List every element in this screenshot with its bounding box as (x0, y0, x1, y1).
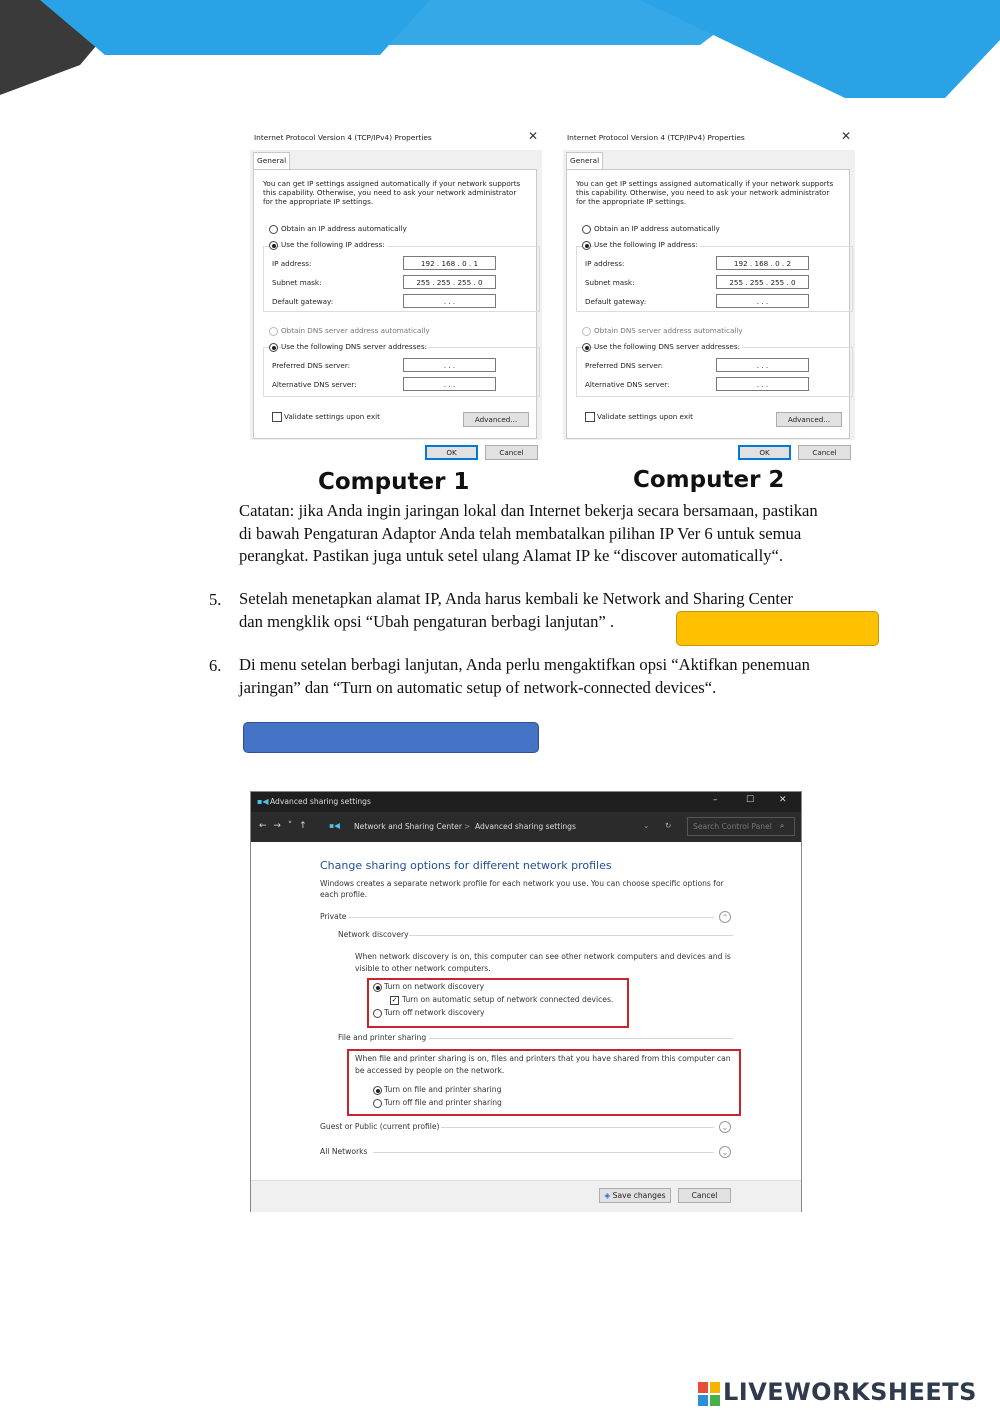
advanced-button[interactable]: Advanced... (463, 412, 529, 427)
divider (409, 935, 733, 936)
minimize-icon[interactable]: – (713, 795, 718, 805)
fs-description-line: When file and printer sharing is on, files and printers that you have shared from this computer can (355, 1054, 731, 1063)
title-bar (251, 792, 801, 812)
subnet-label: Subnet mask: (272, 278, 322, 287)
subnet-mask-input[interactable]: 255 . 255 . 255 . 0 (716, 275, 809, 289)
nd-on-radio[interactable] (373, 983, 382, 992)
use-ip-label: Use the following IP address: (281, 240, 385, 249)
breadcrumb-separator: > (464, 822, 471, 831)
preferred-dns-input[interactable]: . . . (403, 358, 496, 372)
divider (373, 1152, 714, 1153)
shield-icon: ◈ (604, 1191, 611, 1200)
obtain-ip-label: Obtain an IP address automatically (281, 224, 407, 233)
step-line: Setelah menetapkan alamat IP, Anda harus kembali ke Network and Sharing Center (239, 589, 793, 608)
file-sharing-heading: File and printer sharing (338, 1033, 427, 1042)
save-changes-label: Save changes (612, 1191, 666, 1200)
top-banner (0, 0, 1000, 100)
divider (441, 1127, 714, 1128)
obtain-dns-radio[interactable] (269, 327, 278, 336)
obtain-dns-radio[interactable] (582, 327, 591, 336)
ipv4-dialog-computer-1 (250, 128, 542, 462)
validate-checkbox[interactable] (272, 412, 282, 422)
alternate-dns-input[interactable]: . . . (403, 377, 496, 391)
step-number: 5. (209, 590, 222, 609)
divider (429, 1038, 733, 1039)
validate-checkbox[interactable] (585, 412, 595, 422)
intro-line: Windows creates a separate network profile for each network you use. You can choose specific options for (320, 879, 724, 888)
expand-icon[interactable]: ⌄ (719, 1146, 731, 1158)
fs-off-label: Turn off file and printer sharing (384, 1098, 502, 1107)
alternate-dns-input[interactable]: . . . (716, 377, 809, 391)
use-ip-radio[interactable] (269, 241, 278, 250)
fs-on-radio[interactable] (373, 1086, 382, 1095)
network-icon: ▪◀ (257, 797, 269, 806)
breadcrumb-network-center[interactable]: Network and Sharing Center (354, 822, 462, 831)
nd-description-line: visible to other network computers. (355, 964, 491, 973)
gateway-label: Default gateway: (585, 297, 647, 306)
ok-button[interactable]: OK (738, 445, 791, 460)
nd-auto-label: Turn on automatic setup of network connected devices. (402, 995, 614, 1004)
note-line: perangkat. Pastikan juga untuk setel ulang Alamat IP ke “discover automatically“. (239, 546, 784, 565)
network-icon: ▪◀ (329, 821, 340, 830)
alternate-dns-label: Alternative DNS server: (585, 380, 670, 389)
ok-button[interactable]: OK (425, 445, 478, 460)
gateway-input[interactable]: . . . (716, 294, 809, 308)
step-number: 6. (209, 656, 222, 675)
note-line: Catatan: jika Anda ingin jaringan lokal dan Internet bekerja secara bersamaan, pastikan (239, 501, 818, 520)
section-all-networks[interactable]: All Networks (320, 1147, 368, 1156)
use-dns-label: Use the following DNS server addresses: (594, 342, 741, 351)
close-icon[interactable]: ✕ (779, 795, 787, 805)
caption-computer-2: Computer 2 (633, 467, 785, 493)
nd-off-label: Turn off network discovery (384, 1008, 485, 1017)
section-guest-public[interactable]: Guest or Public (current profile) (320, 1122, 440, 1131)
dialog-title: Internet Protocol Version 4 (TCP/IPv4) Properties (254, 133, 432, 142)
obtain-ip-radio[interactable] (269, 225, 278, 234)
breadcrumb-advanced[interactable]: Advanced sharing settings (475, 822, 576, 831)
preferred-dns-label: Preferred DNS server: (585, 361, 664, 370)
use-dns-radio[interactable] (269, 343, 278, 352)
search-input[interactable] (687, 817, 795, 836)
fs-on-label: Turn on file and printer sharing (384, 1085, 502, 1094)
gateway-label: Default gateway: (272, 297, 334, 306)
answer-box-orange[interactable] (676, 611, 879, 646)
banner-blue-shape-right (640, 0, 1000, 98)
subnet-label: Subnet mask: (585, 278, 635, 287)
search-placeholder: Search Control Panel (693, 822, 772, 831)
close-icon[interactable]: ✕ (527, 129, 538, 143)
intro-line: for the appropriate IP settings. (576, 197, 687, 206)
use-dns-radio[interactable] (582, 343, 591, 352)
ip-label: IP address: (585, 259, 625, 268)
ip-label: IP address: (272, 259, 312, 268)
validate-label: Validate settings upon exit (284, 412, 380, 421)
intro-line: You can get IP settings assigned automatically if your network supports (263, 179, 521, 188)
address-bar (251, 812, 801, 842)
subnet-mask-input[interactable]: 255 . 255 . 255 . 0 (403, 275, 496, 289)
answer-box-blue[interactable] (243, 722, 539, 753)
cancel-button[interactable]: Cancel (485, 445, 538, 460)
nav-arrows-icon[interactable]: ← → ˅ ↑ (259, 821, 309, 831)
refresh-icon[interactable]: ↻ (665, 821, 672, 830)
intro-line: for the appropriate IP settings. (263, 197, 374, 206)
chevron-down-icon[interactable]: ⌄ (643, 821, 650, 830)
obtain-ip-label: Obtain an IP address automatically (594, 224, 720, 233)
section-private[interactable]: Private (320, 912, 347, 921)
obtain-ip-radio[interactable] (582, 225, 591, 234)
nd-on-label: Turn on network discovery (384, 982, 485, 991)
collapse-icon[interactable]: ⌃ (719, 911, 731, 923)
note-paragraph (239, 500, 878, 568)
cancel-button[interactable]: Cancel (678, 1188, 731, 1203)
dns-group (263, 347, 540, 397)
step-line: Di menu setelan berbagi lanjutan, Anda perlu mengaktifkan opsi “Aktifkan penemuan (239, 655, 810, 674)
logo-square (698, 1395, 708, 1406)
nd-description-line: When network discovery is on, this computer can see other network computers and devices and is (355, 952, 731, 961)
obtain-dns-label: Obtain DNS server address automatically (281, 326, 430, 335)
step-line: jaringan” dan “Turn on automatic setup of network-connected devices“. (239, 677, 717, 697)
logo-square (698, 1382, 708, 1393)
close-icon[interactable]: ✕ (840, 129, 851, 143)
fs-description-line: be accessed by people on the network. (355, 1066, 505, 1075)
intro-line: each profile. (320, 890, 368, 899)
caption-computer-1: Computer 1 (318, 469, 470, 495)
logo-text: LIVEWORKSHEETS (723, 1378, 977, 1406)
logo-square (710, 1382, 720, 1393)
search-icon: ⌕ (780, 821, 785, 830)
divider (349, 917, 714, 918)
alternate-dns-label: Alternative DNS server: (272, 380, 357, 389)
step-6-text (239, 654, 878, 699)
tab-general[interactable]: General (253, 152, 290, 169)
advanced-sharing-window (250, 791, 802, 1212)
use-ip-radio[interactable] (582, 241, 591, 250)
save-changes-button[interactable] (599, 1188, 671, 1203)
window-title: Advanced sharing settings (270, 797, 371, 806)
ip-address-input[interactable]: 192 . 168 . 0 . 1 (403, 256, 496, 270)
cancel-button[interactable]: Cancel (798, 445, 851, 460)
intro-line: You can get IP settings assigned automatically if your network supports (576, 179, 834, 188)
expand-icon[interactable]: ⌄ (719, 1121, 731, 1133)
nd-auto-checkbox[interactable]: ✓ (391, 996, 398, 1004)
page-heading: Change sharing options for different network profiles (320, 859, 612, 872)
step-line: dan mengklik opsi “Ubah pengaturan berbagi lanjutan” . (239, 611, 615, 631)
network-discovery-heading: Network discovery (338, 930, 409, 939)
logo-grid-icon (698, 1382, 720, 1406)
intro-line: this capability. Otherwise, you need to ask your network administrator (263, 188, 517, 197)
preferred-dns-label: Preferred DNS server: (272, 361, 351, 370)
dns-group (576, 347, 853, 397)
use-dns-label: Use the following DNS server addresses: (281, 342, 428, 351)
advanced-button[interactable]: Advanced... (776, 412, 842, 427)
obtain-dns-label: Obtain DNS server address automatically (594, 326, 743, 335)
note-line: di bawah Pengaturan Adaptor Anda telah membatalkan pilihan IP Ver 6 untuk semua (239, 523, 802, 543)
ip-address-input[interactable]: 192 . 168 . 0 . 2 (716, 256, 809, 270)
tab-general[interactable]: General (566, 152, 603, 169)
nd-off-radio[interactable] (373, 1009, 382, 1018)
preferred-dns-input[interactable]: . . . (716, 358, 809, 372)
dialog-title: Internet Protocol Version 4 (TCP/IPv4) Properties (567, 133, 745, 142)
ipv4-dialog-computer-2 (563, 128, 855, 462)
gateway-input[interactable]: . . . (403, 294, 496, 308)
logo-square (710, 1395, 720, 1406)
validate-label: Validate settings upon exit (597, 412, 693, 421)
intro-line: this capability. Otherwise, you need to ask your network administrator (576, 188, 830, 197)
maximize-icon[interactable]: ☐ (746, 795, 755, 805)
use-ip-label: Use the following IP address: (594, 240, 698, 249)
fs-off-radio[interactable] (373, 1099, 382, 1108)
